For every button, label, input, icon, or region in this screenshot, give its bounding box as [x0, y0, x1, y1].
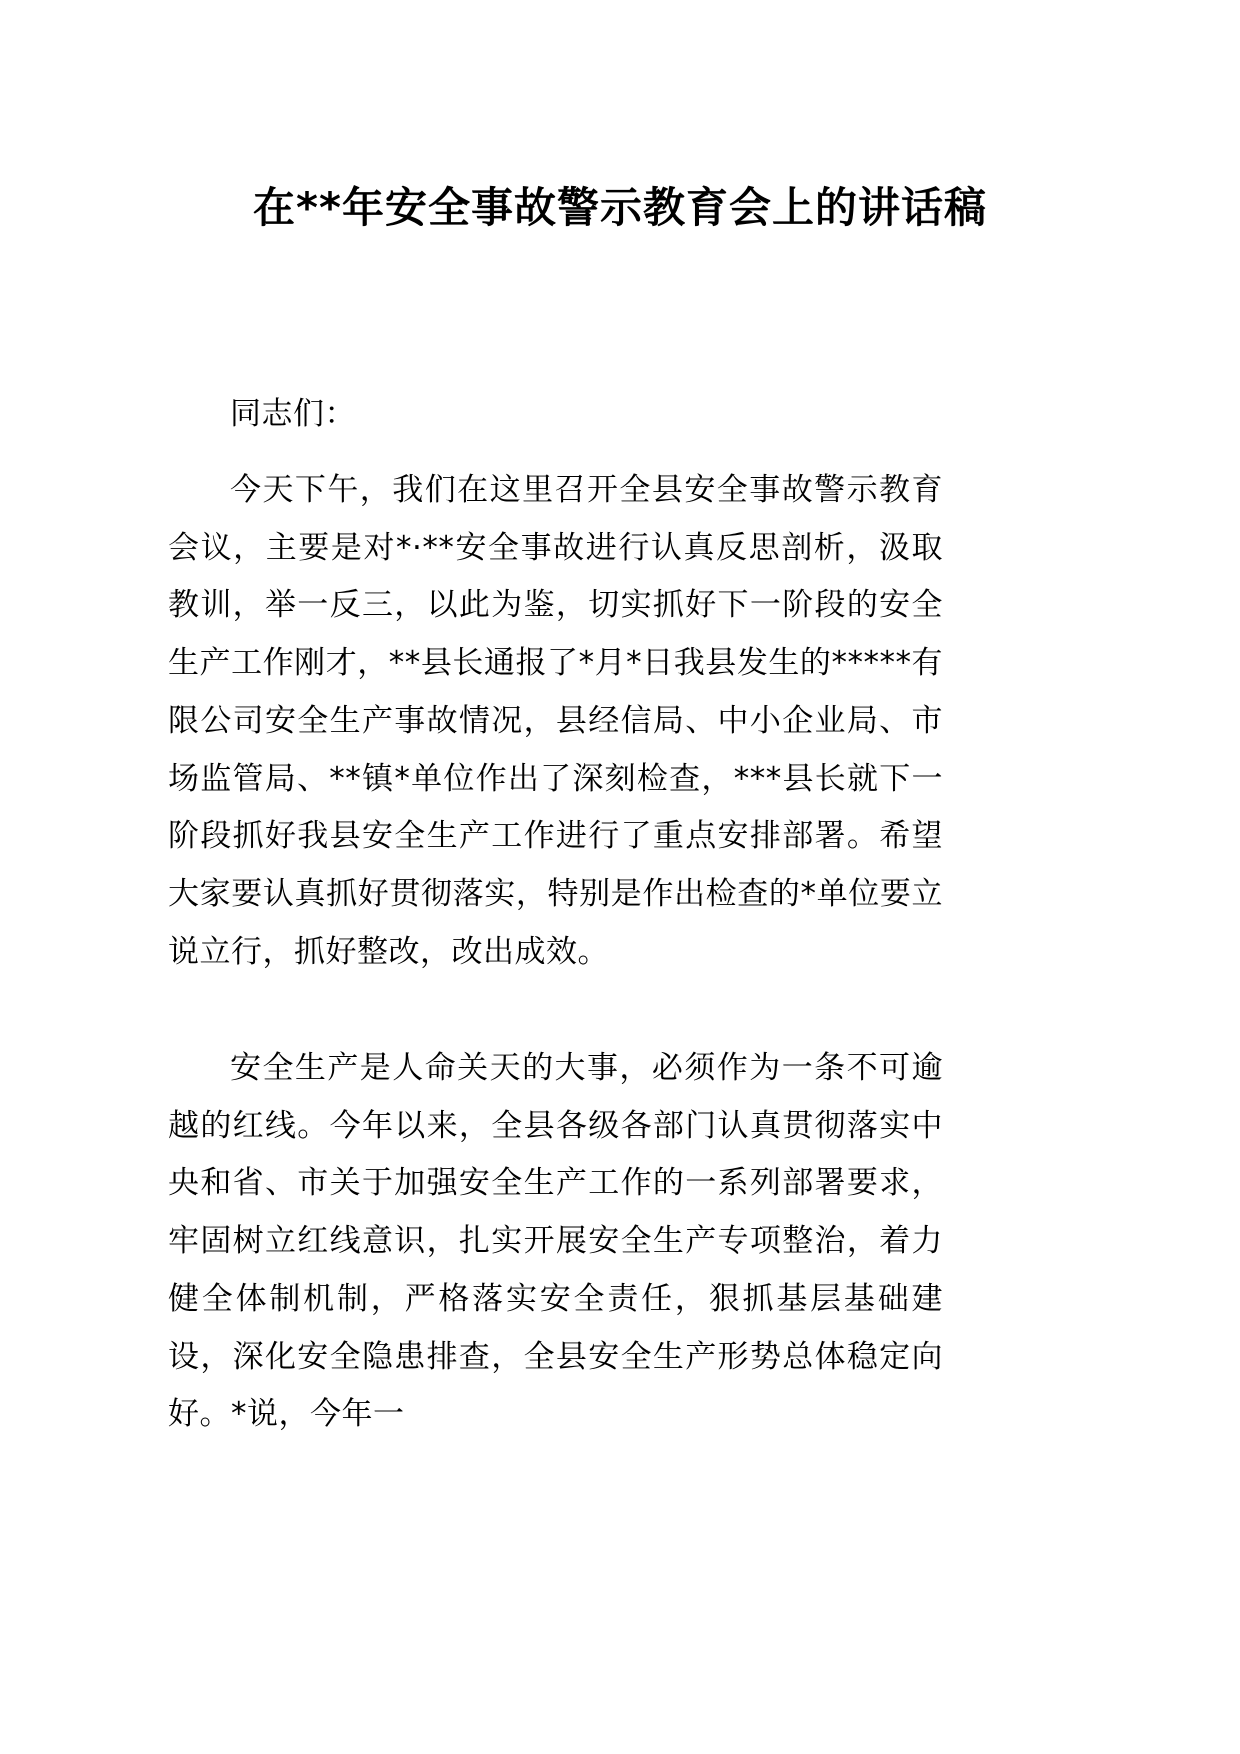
- document-title: 在**年安全事故警示教育会上的讲话稿: [253, 183, 987, 232]
- paragraph: 安全生产是人命关天的大事，必须作为一条不可逾越的红线。今年以来，全县各级各部门认真贯彻落实中央和省、市关于加强安全生产工作的一系列部署要求，牢固树立红线意识，扎实开展安全生产专项整治，着力健全体制机制，严格落实安全责任，狠抓基层基础建设，深化安全隐患排查，全县安全生产形势总体稳定向好。*说，今年一: [168, 1050, 943, 1433]
- salutation: 同志们：: [230, 396, 356, 432]
- paragraph: 今天下午，我们在这里召开全县安全事故警示教育会议，主要是对*·**安全事故进行认真反思剖析，汲取教训，举一反三，以此为鉴，切实抓好下一阶段的安全生产工作刚才，**县长通报了*月*日我县发生的*****有限公司安全生产事故情况，县经信局、中小企业局、市场监管局、**镇*单位作出了深刻检查，***县长就下一阶段抓好我县安全生产工作进行了重点安排部署。希望大家要认真抓好贯彻落实，特别是作出检查的*单位要立说立行，抓好整改，改出成效。: [168, 472, 943, 970]
